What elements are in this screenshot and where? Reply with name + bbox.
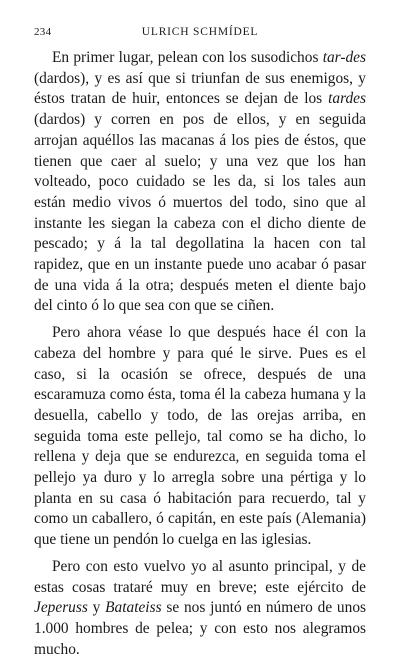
text-run: Pero ahora véase lo que después hace él con la cabeza del hombre y para qué le sirve. Pues es el caso, si la ocasión se ofrece, después de una escaramuza como ésta, toma él la cabeza humana y la desuella, cabello y todo, de las orejas arriba, en seguida toma este pellejo, tal como se ha dicho, lo rellena y deja que se endurezca, en seguida toma el pellejo ya duro y lo arregla sobre una pértiga y lo planta en su casa ó habitación para recuerdo, tal y como un caballero, ó capitán, en este país (Alemania) que tiene un pendón lo cuelga en las iglesias. [34, 324, 366, 549]
body-text [34, 48, 366, 660]
text-run: (dardos), y es así que si triunfan de sus enemigos, y éstos tratan de huir, entonces se dejan de los [34, 69, 366, 108]
text-run: Pero con esto vuelvo yo al asunto principal, y de estas cosas trataré muy en breve; este ejército de [34, 557, 366, 596]
paragraph [34, 48, 366, 317]
page-header [34, 26, 366, 42]
page-number: 234 [34, 26, 52, 38]
text-run: se nos juntó en número de unos 1.000 hombres de pelea; y con esto nos alegramos mucho. [34, 599, 367, 658]
paragraph [34, 557, 366, 661]
italic-term: Batateiss [105, 599, 162, 617]
paragraph [34, 323, 366, 551]
text-run: (dardos) y corren en pos de ellos, y en seguida arrojan aquéllos las macanas á los pies de éstos, que tienen que caer al suelo; y una vez que los han volteado, poco cuidado se les da, si los tales aun están medio vivos ó muertos del todo, sino que al instante les siegan la cabeza con el dicho diente de pescado; y á la tal degollatina la hacen con tal rapidez, que en un instante puede uno acabar ó pasar de una vida á la otra; después meten el diente bajo del cinto ó lo que sea con que se ciñen. [34, 111, 366, 315]
italic-term: Jeperuss [34, 599, 88, 617]
text-run: En primer lugar, pelean con los susodichos [52, 49, 323, 66]
italic-term: tar-des [322, 49, 366, 66]
text-run: y [87, 599, 106, 617]
italic-term: tardes [328, 90, 366, 108]
running-head: ULRICH SCHMÍDEL [141, 26, 259, 38]
